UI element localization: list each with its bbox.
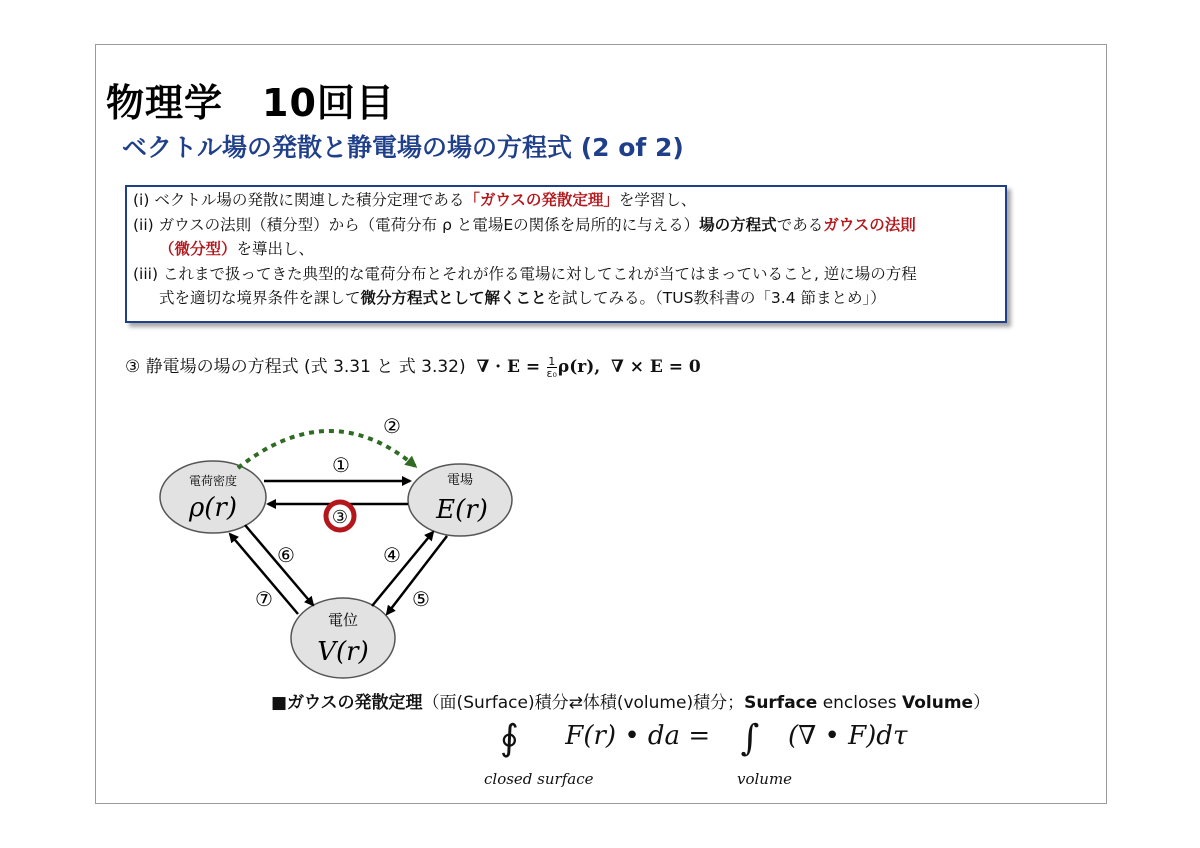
gauss-heading-text: ■ガウスの発散定理 xyxy=(271,693,423,713)
objective-text: を導出し、 xyxy=(236,240,315,258)
objective-text: を学習し、 xyxy=(618,191,697,209)
curl-equation: ∇ × E = 0 xyxy=(611,357,701,377)
label-5: ⑤ xyxy=(412,587,430,611)
closed-surface-label: closed surface xyxy=(484,770,594,788)
gauss-law-highlight: ガウスの法則 xyxy=(823,215,916,234)
label-6: ⑥ xyxy=(277,543,295,567)
fraction-numerator: 1 xyxy=(548,354,556,368)
field-equation-bold: 場の方程式 xyxy=(699,215,777,234)
gauss-theorem-heading xyxy=(271,688,990,713)
objective-text: である xyxy=(776,215,824,234)
formula-lhs: F(r) • da = xyxy=(565,721,711,751)
objective-line-4: (iii) これまで扱ってきた典型的な電荷分布とそれが作る電場に対してこれが当てはまっていること, 逆に場の方程 xyxy=(133,264,917,283)
solve-ode-bold: 微分方程式として解くこと xyxy=(360,289,547,307)
objective-text: (ii) ガウスの法則（積分型）から（電荷分布 ρ と電場Eの関係を局所的に与える） xyxy=(133,215,700,234)
label-2: ② xyxy=(383,414,401,438)
rho-node-symbol: ρ(r) xyxy=(188,493,238,523)
gauss-theorem-highlight: 「ガウスの発散定理」 xyxy=(464,191,619,209)
label-3: ③ xyxy=(331,507,349,528)
rho-node-label: 電荷密度 xyxy=(188,474,238,488)
rho-term: ρ(r), xyxy=(557,357,601,377)
volume-label: volume xyxy=(737,770,793,788)
volume-integral-icon: ∫ xyxy=(740,718,760,759)
objective-text: (i) ベクトル場の発散に関連した積分定理である xyxy=(133,191,465,209)
surface-word: Surface xyxy=(744,693,818,713)
divergence-equation: ∇ · E = xyxy=(476,357,541,377)
objective-text: を試してみる。（TUS教科書の「3.4 節まとめ」） xyxy=(546,289,886,307)
e-node-symbol: E(r) xyxy=(436,495,488,525)
v-node-label: 電位 xyxy=(327,611,359,629)
v-node-symbol: V(r) xyxy=(317,637,369,667)
objective-text: 式を適切な境界条件を課して xyxy=(159,289,361,307)
encloses-word: encloses xyxy=(817,693,902,713)
label-7: ⑦ xyxy=(255,587,273,611)
gauss-paren-close: ） xyxy=(973,693,991,713)
fraction-denominator: ε₀ xyxy=(546,366,557,380)
gauss-formula xyxy=(500,718,907,759)
formula-rhs: (∇ • F)dτ xyxy=(787,721,908,751)
differential-form-highlight: （微分型） xyxy=(159,240,237,258)
volume-word: Volume xyxy=(901,693,974,713)
field-equation-label: ③ 静電場の場の方程式 (式 3.31 と 式 3.32) xyxy=(125,357,466,377)
page-title: 物理学 10回目 xyxy=(106,81,395,125)
page-subtitle: ベクトル場の発散と静電場の場の方程式 (2 of 2) xyxy=(122,133,684,162)
e-node-label: 電場 xyxy=(446,473,474,488)
closed-surface-integral-icon: ∮ xyxy=(500,718,519,759)
gauss-paren-open: （面(Surface)積分⇄体積(volume)積分； xyxy=(422,693,745,713)
label-4: ④ xyxy=(383,543,401,567)
label-1: ① xyxy=(332,453,350,477)
